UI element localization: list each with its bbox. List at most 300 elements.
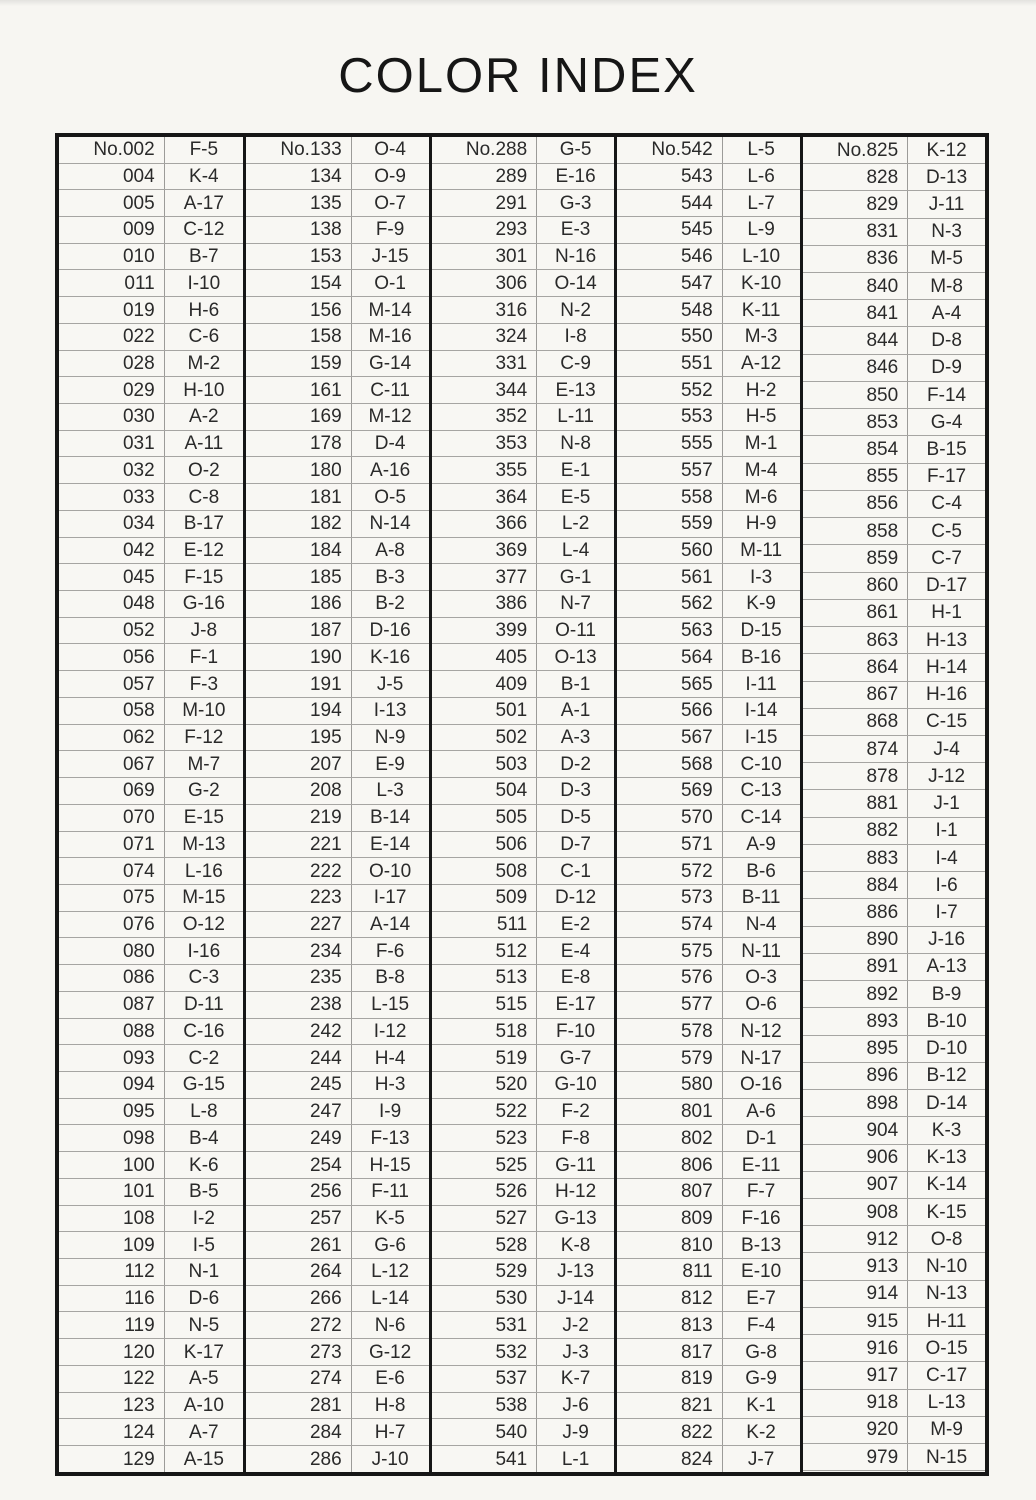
table-row (801, 1307, 985, 1334)
color-number-cell: 537 (430, 1365, 537, 1392)
table-row (801, 273, 985, 300)
color-code-cell: B-11 (722, 884, 799, 911)
table-row (59, 831, 243, 858)
table-row (801, 763, 985, 790)
color-number-cell: 291 (430, 190, 537, 217)
table-row (59, 1339, 243, 1366)
color-number-cell: 086 (59, 965, 164, 992)
color-number-cell: 098 (59, 1125, 164, 1152)
table-row (245, 804, 429, 831)
table-row (245, 1098, 429, 1125)
color-number-cell: 802 (616, 1125, 723, 1152)
color-number-cell: 575 (616, 938, 723, 965)
color-code-cell: I-14 (722, 697, 799, 724)
table-row (801, 1253, 985, 1280)
table-row (245, 430, 429, 457)
color-number-cell: 273 (245, 1339, 352, 1366)
color-number-cell: 004 (59, 163, 164, 190)
table-row (801, 1171, 985, 1198)
table-row (616, 751, 800, 778)
color-number-cell: 178 (245, 430, 352, 457)
table-row (430, 404, 614, 431)
color-code-cell: H-9 (722, 510, 799, 537)
table-row (59, 1018, 243, 1045)
table-row (59, 911, 243, 938)
color-number-cell: 009 (59, 216, 164, 243)
table-row (616, 1259, 800, 1286)
color-number-cell: 895 (801, 1035, 908, 1062)
table-row (245, 591, 429, 618)
table-row (616, 724, 800, 751)
color-code-cell: K-7 (537, 1365, 614, 1392)
color-number-cell: 108 (59, 1205, 164, 1232)
color-number-cell: 227 (245, 911, 352, 938)
color-number-cell: 979 (801, 1444, 908, 1471)
table-row (430, 778, 614, 805)
color-code-cell: I-16 (164, 938, 243, 965)
color-number-cell: 868 (801, 708, 908, 735)
table-row (801, 681, 985, 708)
color-code-cell: D-17 (908, 572, 985, 599)
color-number-cell: 570 (616, 804, 723, 831)
color-code-cell: E-1 (537, 457, 614, 484)
table-row (59, 697, 243, 724)
table-row (616, 617, 800, 644)
table-row (616, 1392, 800, 1419)
color-code-cell: C-5 (908, 518, 985, 545)
color-number-cell: 829 (801, 191, 908, 218)
color-number-cell: 180 (245, 457, 352, 484)
table-row (245, 1178, 429, 1205)
color-code-cell: B-3 (351, 564, 428, 591)
table-row (801, 1226, 985, 1253)
color-code-cell: B-12 (908, 1062, 985, 1089)
color-code-cell: O-14 (537, 270, 614, 297)
color-number-cell: 344 (430, 377, 537, 404)
table-row (616, 243, 800, 270)
table-row (801, 191, 985, 218)
table-row (59, 724, 243, 751)
color-code-cell: E-5 (537, 484, 614, 511)
table-row (616, 537, 800, 564)
color-code-cell: K-13 (908, 1144, 985, 1171)
table-row (616, 884, 800, 911)
color-number-cell: 576 (616, 965, 723, 992)
color-code-cell: J-2 (537, 1312, 614, 1339)
color-number-cell: 529 (430, 1259, 537, 1286)
color-number-cell: 281 (245, 1392, 352, 1419)
color-number-cell: 881 (801, 790, 908, 817)
table-row (616, 1125, 800, 1152)
table-row (59, 1071, 243, 1098)
color-number-cell: 856 (801, 490, 908, 517)
color-code-cell: E-12 (164, 537, 243, 564)
color-number-cell: 249 (245, 1125, 352, 1152)
color-number-cell: 884 (801, 872, 908, 899)
table-row (616, 1152, 800, 1179)
table-row (801, 545, 985, 572)
table-row (245, 564, 429, 591)
table-row (245, 1232, 429, 1259)
table-row (430, 137, 614, 163)
color-code-cell: D-11 (164, 991, 243, 1018)
color-number-cell: 048 (59, 591, 164, 618)
color-code-cell: C-2 (164, 1045, 243, 1072)
color-number-cell: 185 (245, 564, 352, 591)
table-row (801, 381, 985, 408)
color-code-cell: A-10 (164, 1392, 243, 1419)
table-row (616, 1178, 800, 1205)
table-row (245, 858, 429, 885)
table-row (801, 953, 985, 980)
color-number-cell: 811 (616, 1259, 723, 1286)
color-number-cell: 527 (430, 1205, 537, 1232)
table-row (245, 1446, 429, 1472)
table-row (616, 1205, 800, 1232)
table-row (616, 457, 800, 484)
table-row (430, 1071, 614, 1098)
color-code-cell: D-4 (351, 430, 428, 457)
table-row (801, 1416, 985, 1443)
color-number-cell: 579 (616, 1045, 723, 1072)
color-number-cell: 186 (245, 591, 352, 618)
color-code-cell: D-3 (537, 778, 614, 805)
color-number-cell: 169 (245, 404, 352, 431)
color-number-cell: 566 (616, 697, 723, 724)
color-number-cell: 223 (245, 884, 352, 911)
color-number-cell: 854 (801, 436, 908, 463)
color-code-cell: B-7 (164, 243, 243, 270)
color-code-cell: M-3 (722, 323, 799, 350)
table-row (430, 911, 614, 938)
table-row (801, 518, 985, 545)
table-row (616, 831, 800, 858)
color-number-cell: 364 (430, 484, 537, 511)
color-number-cell: 501 (430, 697, 537, 724)
color-number-cell: 560 (616, 537, 723, 564)
table-row (59, 858, 243, 885)
color-number-cell: 353 (430, 430, 537, 457)
color-code-cell: L-9 (722, 216, 799, 243)
color-number-cell: 861 (801, 599, 908, 626)
color-code-cell: D-1 (722, 1125, 799, 1152)
color-number-cell: No.002 (59, 137, 164, 163)
table-row (245, 697, 429, 724)
table-row (616, 591, 800, 618)
color-number-cell: 522 (430, 1098, 537, 1125)
color-code-cell: H-8 (351, 1392, 428, 1419)
color-code-cell: B-8 (351, 965, 428, 992)
table-row (430, 510, 614, 537)
color-code-cell: A-3 (537, 724, 614, 751)
color-number-cell: 502 (430, 724, 537, 751)
color-number-cell: 234 (245, 938, 352, 965)
table-row (801, 1471, 985, 1472)
color-number-cell: 242 (245, 1018, 352, 1045)
table-row (59, 243, 243, 270)
table-row (801, 899, 985, 926)
table-row (801, 654, 985, 681)
color-number-cell: 886 (801, 899, 908, 926)
color-code-cell: M-16 (351, 323, 428, 350)
color-code-cell: E-2 (537, 911, 614, 938)
color-code-cell: C-8 (164, 484, 243, 511)
table-row (59, 671, 243, 698)
color-code-cell: I-3 (722, 564, 799, 591)
table-row (616, 1339, 800, 1366)
color-code-cell: G-12 (351, 1339, 428, 1366)
color-number-cell: 547 (616, 270, 723, 297)
color-number-cell: 846 (801, 354, 908, 381)
table-row (245, 1392, 429, 1419)
color-number-cell: 120 (59, 1339, 164, 1366)
color-code-cell: O-3 (722, 965, 799, 992)
table-row (245, 1018, 429, 1045)
color-code-cell: L-2 (537, 510, 614, 537)
color-number-cell: 156 (245, 297, 352, 324)
table-row (616, 1018, 800, 1045)
color-number-cell: 841 (801, 300, 908, 327)
color-number-cell: 890 (801, 926, 908, 953)
color-number-cell: 135 (245, 190, 352, 217)
color-code-cell: L-4 (537, 537, 614, 564)
color-code-cell: N-3 (908, 218, 985, 245)
color-number-cell: 100 (59, 1152, 164, 1179)
color-code-cell: H-16 (908, 681, 985, 708)
table-row (245, 297, 429, 324)
table-row (616, 965, 800, 992)
table-row (245, 190, 429, 217)
color-code-cell: B-13 (722, 1232, 799, 1259)
color-number-cell: 577 (616, 991, 723, 1018)
color-number-cell: 386 (430, 591, 537, 618)
color-number-cell: 569 (616, 778, 723, 805)
color-number-cell: 853 (801, 409, 908, 436)
color-code-cell: E-17 (537, 991, 614, 1018)
table-row (801, 164, 985, 191)
color-number-cell: 907 (801, 1171, 908, 1198)
table-row (616, 137, 800, 163)
color-code-cell: A-17 (164, 190, 243, 217)
color-number-cell: 134 (245, 163, 352, 190)
color-code-cell: F-4 (722, 1312, 799, 1339)
color-code-cell: H-15 (351, 1152, 428, 1179)
color-code-cell: D-14 (908, 1090, 985, 1117)
color-code-cell: E-16 (537, 163, 614, 190)
color-number-cell: 070 (59, 804, 164, 831)
table-row (801, 490, 985, 517)
column-group (800, 137, 986, 1472)
color-number-cell: 124 (59, 1419, 164, 1446)
table-row (59, 404, 243, 431)
page-edge (0, 0, 1036, 6)
color-code-cell: K-11 (722, 297, 799, 324)
color-number-cell: 555 (616, 430, 723, 457)
color-code-cell: I-15 (722, 724, 799, 751)
color-number-cell: 377 (430, 564, 537, 591)
table-row (430, 1232, 614, 1259)
table-row (616, 938, 800, 965)
color-code-cell: N-6 (351, 1312, 428, 1339)
color-code-cell: H-12 (537, 1178, 614, 1205)
color-code-cell: C-15 (908, 708, 985, 735)
table-row (430, 1152, 614, 1179)
color-number-cell: 028 (59, 350, 164, 377)
table-row (59, 1152, 243, 1179)
color-number-cell: 874 (801, 735, 908, 762)
color-number-cell: 813 (616, 1312, 723, 1339)
table-row (59, 564, 243, 591)
table-row (616, 323, 800, 350)
color-number-cell: 821 (616, 1392, 723, 1419)
table-row (801, 844, 985, 871)
color-number-cell: 918 (801, 1389, 908, 1416)
table-row (430, 1419, 614, 1446)
color-number-cell: 095 (59, 1098, 164, 1125)
table-row (59, 457, 243, 484)
color-code-cell: O-5 (351, 484, 428, 511)
table-row (430, 1392, 614, 1419)
color-number-cell: 573 (616, 884, 723, 911)
color-code-cell: M-2 (164, 350, 243, 377)
color-number-cell: 920 (801, 1416, 908, 1443)
color-code-cell: N-4 (722, 911, 799, 938)
color-code-cell: I-7 (908, 899, 985, 926)
color-code-cell: M-12 (351, 404, 428, 431)
table-row (245, 831, 429, 858)
color-code-cell: M-1 (722, 430, 799, 457)
table-row (801, 463, 985, 490)
color-code-cell: F-15 (164, 564, 243, 591)
table-row (245, 938, 429, 965)
table-row (801, 409, 985, 436)
color-code-cell: B-2 (351, 591, 428, 618)
color-number-cell: 580 (616, 1071, 723, 1098)
color-code-cell: A-12 (722, 350, 799, 377)
table-row (801, 218, 985, 245)
color-code-cell: B-10 (908, 1008, 985, 1035)
table-row (245, 1125, 429, 1152)
color-number-cell: 898 (801, 1090, 908, 1117)
color-code-cell: A-13 (908, 953, 985, 980)
table-row (616, 484, 800, 511)
color-number-cell: 561 (616, 564, 723, 591)
color-number-cell: 366 (430, 510, 537, 537)
table-row (245, 671, 429, 698)
color-code-cell: L-12 (351, 1259, 428, 1286)
color-number-cell: 235 (245, 965, 352, 992)
color-number-cell: 912 (801, 1226, 908, 1253)
color-code-cell: C-13 (722, 778, 799, 805)
column-group (59, 137, 243, 1472)
color-number-cell: 184 (245, 537, 352, 564)
color-number-cell: 067 (59, 751, 164, 778)
table-row (245, 1071, 429, 1098)
color-number-cell: 817 (616, 1339, 723, 1366)
table-row (430, 1125, 614, 1152)
color-code-cell: D-10 (908, 1035, 985, 1062)
color-code-cell: B-6 (722, 858, 799, 885)
color-code-cell: I-9 (351, 1098, 428, 1125)
color-code-cell: A-4 (908, 300, 985, 327)
color-number-cell: 531 (430, 1312, 537, 1339)
color-number-cell: 505 (430, 804, 537, 831)
color-code-cell: O-16 (722, 1071, 799, 1098)
table-row (59, 537, 243, 564)
color-code-cell: M-5 (908, 245, 985, 272)
color-code-cell: K-2 (722, 1419, 799, 1446)
color-number-cell: 369 (430, 537, 537, 564)
table-row (59, 297, 243, 324)
color-code-cell: A-8 (351, 537, 428, 564)
color-code-cell: M-13 (164, 831, 243, 858)
color-code-cell: M-11 (722, 537, 799, 564)
table-row (801, 436, 985, 463)
color-number-cell: 807 (616, 1178, 723, 1205)
color-code-cell: F-11 (351, 1178, 428, 1205)
color-number-cell: 031 (59, 430, 164, 457)
color-number-cell: 010 (59, 243, 164, 270)
color-number-cell: 916 (801, 1335, 908, 1362)
color-code-cell: C-11 (351, 377, 428, 404)
color-number-cell: 858 (801, 518, 908, 545)
color-code-cell: E-13 (537, 377, 614, 404)
color-number-cell: 062 (59, 724, 164, 751)
color-number-cell: 324 (430, 323, 537, 350)
color-number-cell: 917 (801, 1362, 908, 1389)
table-row (430, 644, 614, 671)
color-code-cell: B-5 (164, 1178, 243, 1205)
color-code-cell: E-4 (537, 938, 614, 965)
color-code-cell: C-9 (537, 350, 614, 377)
column-group (429, 137, 615, 1472)
table-row (430, 965, 614, 992)
table-row (801, 1144, 985, 1171)
color-code-cell: C-7 (908, 545, 985, 572)
color-number-cell: 557 (616, 457, 723, 484)
color-code-cell: C-16 (164, 1018, 243, 1045)
table-row (245, 911, 429, 938)
color-index-table (55, 133, 989, 1476)
color-code-cell: O-7 (351, 190, 428, 217)
color-code-cell: N-16 (537, 243, 614, 270)
color-number-cell: 181 (245, 484, 352, 511)
table-row (245, 724, 429, 751)
table-row (616, 190, 800, 217)
color-code-cell: D-2 (537, 751, 614, 778)
color-number-cell: 109 (59, 1232, 164, 1259)
color-number-cell: 571 (616, 831, 723, 858)
color-code-cell: O-13 (537, 644, 614, 671)
color-number-cell: 503 (430, 751, 537, 778)
color-number-cell (801, 1471, 908, 1472)
table-row (59, 804, 243, 831)
color-code-cell: G-10 (537, 1071, 614, 1098)
color-number-cell: 289 (430, 163, 537, 190)
color-code-cell: O-6 (722, 991, 799, 1018)
color-number-cell: 914 (801, 1280, 908, 1307)
table-row (59, 644, 243, 671)
table-row (59, 1285, 243, 1312)
table-row (616, 1446, 800, 1472)
color-number-cell: 222 (245, 858, 352, 885)
table-row (59, 216, 243, 243)
table-row (59, 884, 243, 911)
color-code-cell: A-9 (722, 831, 799, 858)
table-row (430, 163, 614, 190)
color-code-cell: L-10 (722, 243, 799, 270)
color-code-cell: O-9 (351, 163, 428, 190)
